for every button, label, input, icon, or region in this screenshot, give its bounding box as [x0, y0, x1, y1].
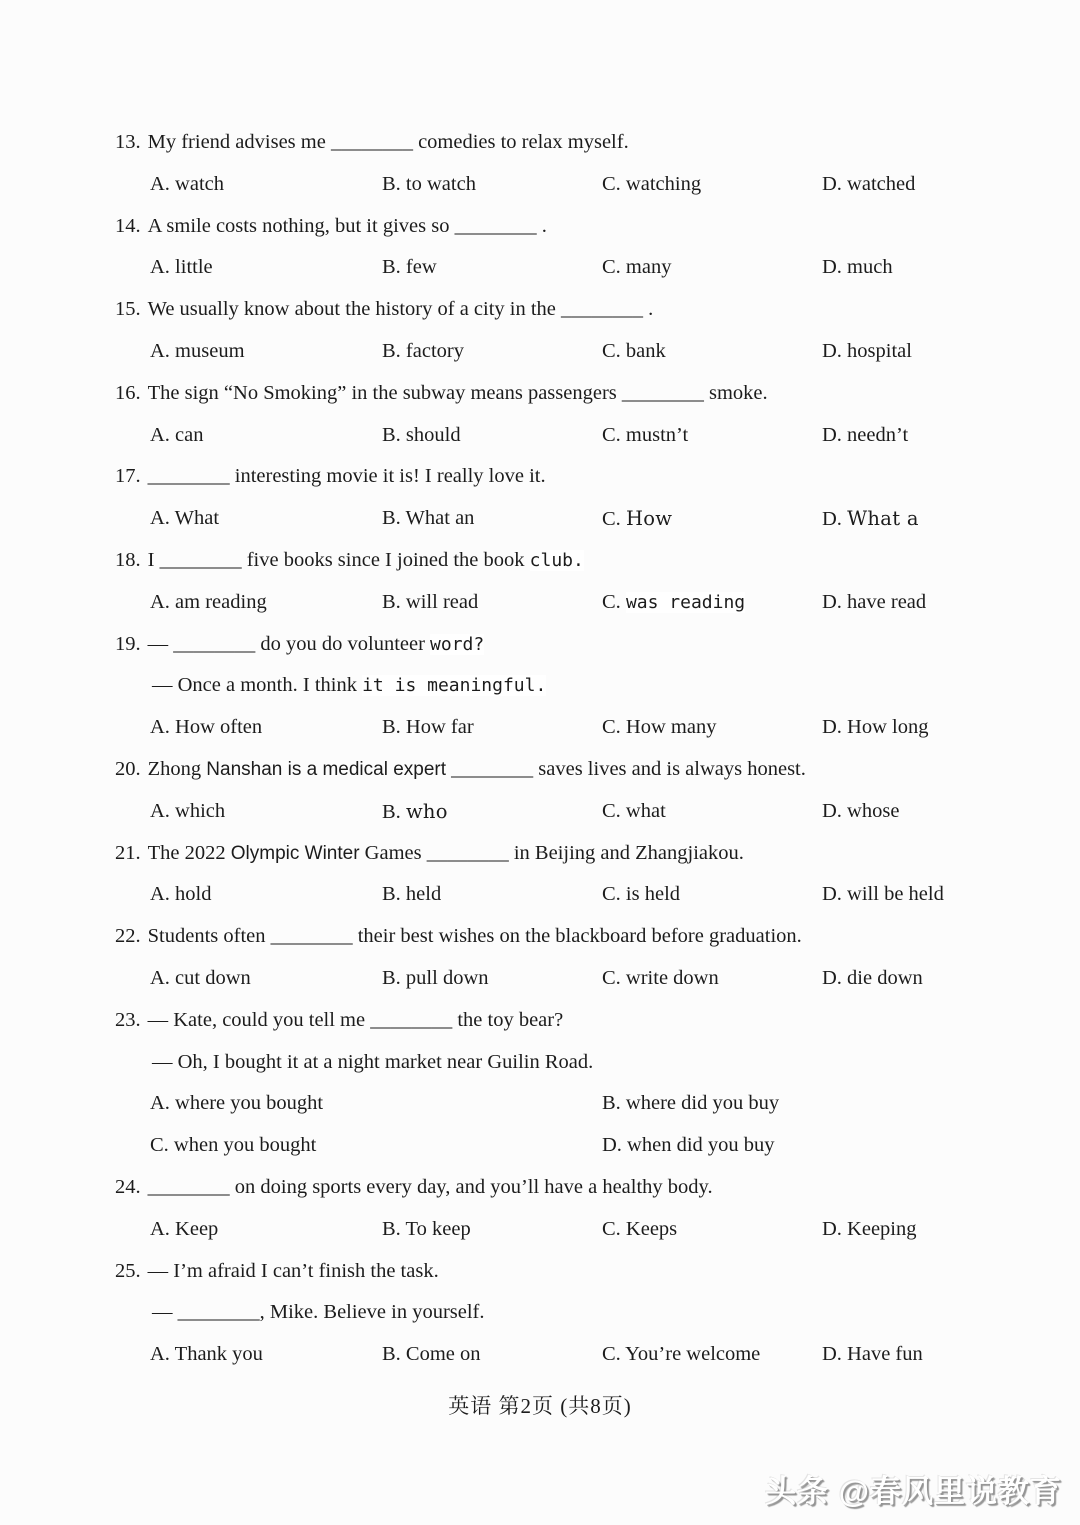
question-line-first: [115, 833, 1020, 875]
option-c: [602, 164, 701, 206]
option-a: [150, 874, 212, 916]
text-segment: The sign “No Smoking” in the subway means passengers ________ smoke.: [147, 381, 768, 404]
option-d: [822, 582, 926, 624]
question-line-first: [115, 1167, 1020, 1209]
text-segment: C. You’re welcome: [602, 1343, 761, 1366]
options-row: [115, 247, 1020, 289]
question-number: 20.: [115, 757, 141, 780]
text-segment: B. where did you buy: [602, 1092, 780, 1115]
option-a: [150, 331, 245, 373]
text-segment: D. have read: [822, 590, 927, 613]
option-a: [150, 1209, 218, 1251]
question-line-first: [115, 540, 1020, 582]
option-b: [382, 874, 441, 916]
option-d: [822, 1334, 923, 1376]
page-footer: 英语 第2页 (共8页): [448, 1394, 632, 1418]
option-d: [822, 958, 923, 1000]
text-segment: C. Keeps: [602, 1217, 678, 1240]
text-segment: A. am reading: [150, 590, 267, 613]
option-b: [382, 1334, 481, 1376]
question-number: 25.: [115, 1259, 141, 1282]
option-c: [602, 415, 688, 457]
text-segment: B. pull down: [382, 966, 489, 989]
option-b: [382, 1209, 471, 1251]
question-line-first: [115, 624, 1020, 666]
options-row: [115, 1209, 1020, 1251]
question-block: [115, 1167, 1020, 1251]
question-block: [115, 1251, 1020, 1376]
text-segment: D. when did you buy: [602, 1134, 775, 1157]
option-a: [150, 247, 213, 289]
question-number: 21.: [115, 841, 141, 864]
text-segment: A. watch: [150, 172, 225, 195]
option-c: [602, 498, 672, 541]
text-segment: A. where you bought: [150, 1092, 324, 1115]
question-number: 17.: [115, 465, 141, 488]
text-segment: B.: [382, 800, 406, 823]
text-segment: ________ saves lives and is always honest.: [446, 757, 806, 780]
text-segment: Olympic Winter: [230, 842, 360, 864]
options-row: [115, 791, 1020, 833]
text-segment: C. mustn’t: [602, 423, 689, 446]
option-b: [382, 582, 478, 624]
options-row: [115, 958, 1020, 1000]
text-segment: D. much: [822, 256, 893, 279]
option-b: [382, 247, 437, 289]
option-c: [602, 1209, 677, 1251]
text-segment: Zhong: [147, 757, 207, 780]
options-row: [115, 582, 1020, 624]
option-a: [150, 415, 204, 457]
options-row: [115, 415, 1020, 457]
question-number: 22.: [115, 925, 141, 948]
text-segment: A smile costs nothing, but it gives so ________ .: [147, 214, 547, 237]
text-segment: it is meaningful.: [362, 675, 547, 697]
options-row: [115, 707, 1020, 749]
option-d: [822, 498, 919, 541]
text-segment: D. Keeping: [822, 1217, 917, 1240]
text-segment: ________ interesting movie it is! I really love it.: [147, 465, 546, 488]
option-c: [602, 874, 680, 916]
options-row: [115, 498, 1020, 540]
question-line-first: [115, 916, 1020, 958]
option-c: [602, 958, 719, 1000]
text-segment: who: [405, 799, 448, 823]
options-row: [115, 164, 1020, 206]
text-segment: Games ________ in Beijing and Zhangjiakou.: [359, 841, 744, 864]
question-number: 19.: [115, 632, 141, 655]
question-block: [115, 289, 1020, 373]
text-segment: D.: [822, 508, 848, 531]
question-block: [115, 540, 1020, 624]
question-number: 24.: [115, 1175, 141, 1198]
option-c: [150, 1125, 316, 1167]
question-list: [115, 122, 1020, 1376]
text-segment: — I’m afraid I can’t finish the task.: [147, 1259, 439, 1282]
option-b: [382, 791, 448, 834]
text-segment: B. How far: [382, 716, 474, 739]
option-a: [150, 1334, 263, 1376]
text-segment: B. factory: [382, 339, 464, 362]
option-c: [602, 247, 671, 289]
text-segment: club.: [529, 549, 584, 571]
text-segment: — ________, Mike. Believe in yourself.: [152, 1301, 485, 1324]
option-b: [382, 958, 489, 1000]
option-b: [382, 707, 474, 749]
option-b: [602, 1083, 779, 1125]
text-segment: A. little: [150, 256, 213, 279]
text-segment: C. what: [602, 799, 666, 822]
question-block: [115, 749, 1020, 833]
option-c: [602, 331, 666, 373]
question-number: 14.: [115, 214, 141, 237]
question-line-first: [115, 1251, 1020, 1293]
text-segment: B. to watch: [382, 172, 476, 195]
question-line-first: [115, 456, 1020, 498]
option-c: [602, 582, 745, 624]
question-number: 23.: [115, 1008, 141, 1031]
text-segment: C. many: [602, 256, 672, 279]
text-segment: B. What an: [382, 507, 475, 530]
text-segment: A. cut down: [150, 966, 251, 989]
question-line: [115, 1042, 1020, 1084]
options-row: [115, 1125, 1020, 1167]
option-b: [382, 331, 464, 373]
text-segment: ________ on doing sports every day, and you’ll have a healthy body.: [147, 1175, 713, 1198]
option-a: [150, 1083, 323, 1125]
option-d: [822, 1209, 917, 1251]
text-segment: The 2022: [147, 841, 231, 864]
question-line: [115, 1292, 1020, 1334]
option-a: [150, 958, 251, 1000]
text-segment: B. held: [382, 883, 442, 906]
question-block: [115, 1000, 1020, 1167]
question-block: [115, 373, 1020, 457]
option-d: [602, 1125, 775, 1167]
text-segment: D. will be held: [822, 883, 944, 906]
text-segment: C. watching: [602, 172, 702, 195]
text-segment: word?: [430, 633, 485, 655]
text-segment: — Oh, I bought it at a night market near Guilin Road.: [152, 1050, 594, 1073]
question-line: [115, 665, 1020, 707]
option-d: [822, 331, 912, 373]
text-segment: D. How long: [822, 716, 929, 739]
text-segment: A. can: [150, 423, 204, 446]
text-segment: D. hospital: [822, 339, 912, 362]
text-segment: A. How often: [150, 716, 263, 739]
option-b: [382, 415, 461, 457]
option-a: [150, 582, 267, 624]
question-block: [115, 456, 1020, 540]
option-d: [822, 707, 928, 749]
text-segment: How: [625, 507, 673, 531]
text-segment: We usually know about the history of a city in the ________ .: [147, 298, 654, 321]
text-segment: A. Thank you: [150, 1343, 263, 1366]
text-segment: Nanshan is a medical expert: [206, 758, 447, 780]
option-d: [822, 247, 893, 289]
question-line-first: [115, 373, 1020, 415]
text-segment: C. How many: [602, 716, 717, 739]
text-segment: A. hold: [150, 883, 212, 906]
question-block: [115, 122, 1020, 206]
text-segment: B. Come on: [382, 1343, 481, 1366]
question-number: 13.: [115, 131, 141, 153]
option-c: [602, 1334, 760, 1376]
question-number: 16.: [115, 381, 141, 404]
option-c: [602, 791, 666, 833]
text-segment: was reading: [625, 591, 746, 613]
question-number: 18.: [115, 548, 141, 571]
text-segment: Students often ________ their best wishes on the blackboard before graduation.: [147, 925, 802, 948]
question-number: 15.: [115, 298, 141, 321]
question-block: [115, 206, 1020, 290]
text-segment: A. Keep: [150, 1217, 219, 1240]
option-d: [822, 415, 908, 457]
option-b: [382, 498, 474, 540]
text-segment: A. What: [150, 507, 220, 530]
text-segment: C. write down: [602, 966, 719, 989]
question-block: [115, 833, 1020, 917]
option-c: [602, 707, 716, 749]
options-row: [115, 874, 1020, 916]
question-block: [115, 916, 1020, 1000]
text-segment: — ________ do you do volunteer: [147, 632, 431, 655]
question-block: [115, 624, 1020, 749]
text-segment: B. should: [382, 423, 461, 446]
text-segment: D. needn’t: [822, 423, 909, 446]
option-d: [822, 164, 915, 206]
text-segment: C.: [602, 508, 626, 531]
question-line-first: [115, 289, 1020, 331]
question-line-first: [115, 122, 1020, 164]
text-segment: My friend advises me ________ comedies to relax myself.: [147, 131, 629, 153]
option-b: [382, 164, 476, 206]
options-row: [115, 1334, 1020, 1376]
option-a: [150, 791, 225, 833]
question-line-first: [115, 1000, 1020, 1042]
text-segment: D. Have fun: [822, 1343, 923, 1366]
text-segment: — Once a month. I think: [152, 674, 363, 697]
options-row: [115, 1083, 1020, 1125]
text-segment: A. museum: [150, 339, 245, 362]
watermark: 头条 @春风里说教育: [765, 1474, 1062, 1509]
option-d: [822, 791, 899, 833]
text-segment: I ________ five books since I joined the book: [147, 548, 530, 571]
text-segment: D. watched: [822, 172, 916, 195]
option-a: [150, 707, 262, 749]
option-d: [822, 874, 944, 916]
text-segment: C.: [602, 590, 626, 613]
text-segment: B. will read: [382, 590, 479, 613]
text-segment: — Kate, could you tell me ________ the toy bear?: [147, 1008, 564, 1031]
text-segment: B. few: [382, 256, 437, 279]
question-line-first: [115, 206, 1020, 248]
text-segment: D. whose: [822, 799, 900, 822]
text-segment: C. is held: [602, 883, 681, 906]
text-segment: D. die down: [822, 966, 923, 989]
text-segment: A. which: [150, 799, 226, 822]
text-segment: B. To keep: [382, 1217, 471, 1240]
option-a: [150, 498, 219, 540]
options-row: [115, 331, 1020, 373]
question-line-first: [115, 749, 1020, 791]
text-segment: What a: [847, 507, 919, 531]
text-segment: C. bank: [602, 339, 666, 362]
option-a: [150, 164, 224, 206]
text-segment: C. when you bought: [150, 1134, 317, 1157]
